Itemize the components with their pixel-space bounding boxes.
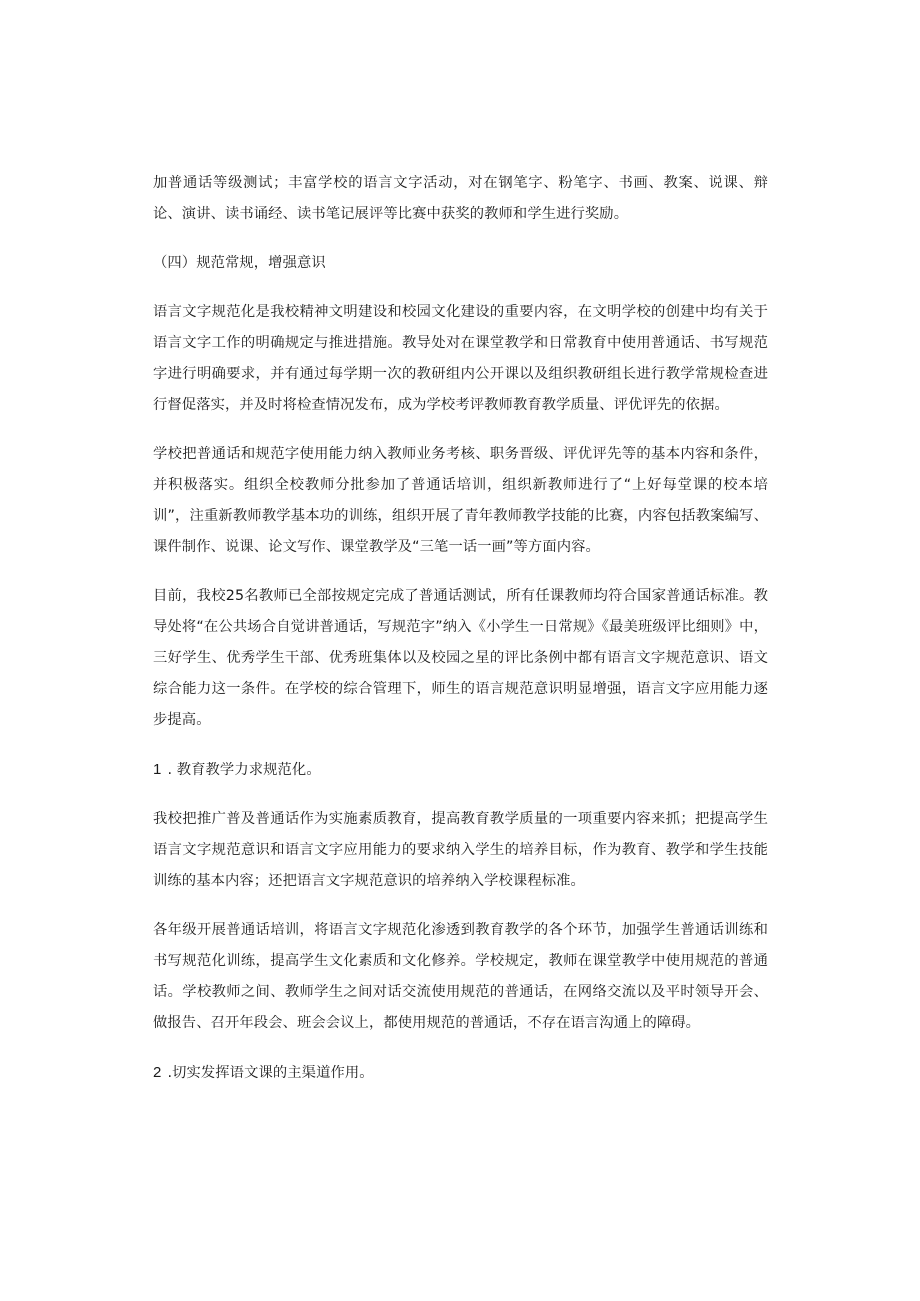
- subheading-2-text: .切实发挥语文课的主渠道作用。: [167, 1065, 374, 1081]
- paragraph-standardization: 语言文字规范化是我校精神文明建设和校园文化建设的重要内容，在文明学校的创建中均有关于语言文字工作的明确规定与推进措施。教导处对在课堂教学和日常教育中使用普通话、书写规范字进行明确要求，并有通过每学期一次的教研组内公开课以及组织教研组长进行教学常规检查进行督促落实，并及时将检查情况发布，成为学校考评教师教育教学质量、评优评先的依据。: [153, 304, 768, 413]
- paragraph-quality-education: 我校把推广普及普通话作为实施素质教育，提高教育教学质量的一项重要内容来抓；把提高学生语言文字规范意识和语言文字应用能力的要求纳入学生的培养目标，作为教育、教学和学生技能训练的基本内容；还把语言文字规范意识的培养纳入学校课程标准。: [153, 811, 768, 889]
- subheading-2: [153, 1057, 768, 1089]
- subheading-2-number: 2: [153, 1064, 162, 1081]
- paragraph-awards: 加普通话等级测试；丰富学校的语言文字活动，对在钢笔字、粉笔字、书画、教案、说课、辩论、演讲、读书诵经、读书笔记展评等比赛中获奖的教师和学生进行奖励。: [153, 175, 768, 222]
- document-body: [153, 168, 768, 1107]
- paragraph-grade-training: 各年级开展普通话培训，将语言文字规范化渗透到教育教学的各个环节，加强学生普通话训练和书写规范化训练，提高学生文化素质和文化修养。学校规定，教师在课堂教学中使用规范的普通话。学校教师之间、教师学生之间对话交流使用规范的普通话，在网络交流以及平时领导开会、做报告、召开年段会、班会会议上，都使用规范的普通话，不存在语言沟通上的障碍。: [153, 922, 768, 1031]
- paragraph-current-status: 目前，我校25名教师已全部按规定完成了普通话测试，所有任课教师均符合国家普通话标准。教导处将“在公共场合自觉讲普通话，写规范字”纳入《小学生一日常规》《最美班级评比细则》中，三好学生、优秀学生干部、优秀班集体以及校园之星的评比条例中都有语言文字规范意识、语文综合能力这一条件。在学校的综合管理下，师生的语言规范意识明显增强，语言文字应用能力逐步提高。: [153, 588, 768, 728]
- paragraph-teacher-assessment: 学校把普通话和规范字使用能力纳入教师业务考核、职务晋级、评优评先等的基本内容和条件，并积极落实。组织全校教师分批参加了普通话培训，组织新教师进行了“上好每堂课的校本培训”，注重新教师教学基本功的训练，组织开展了青年教师教学技能的比赛，内容包括教案编写、课件制作、说课、论文写作、课堂教学及“三笔一话一画”等方面内容。: [153, 446, 768, 555]
- subheading-1-text: . 教育教学力求规范化。: [167, 762, 321, 778]
- section-heading-4: （四）规范常规，增强意识: [153, 255, 326, 271]
- subheading-1: [153, 754, 768, 786]
- subheading-1-number: 1: [153, 761, 162, 778]
